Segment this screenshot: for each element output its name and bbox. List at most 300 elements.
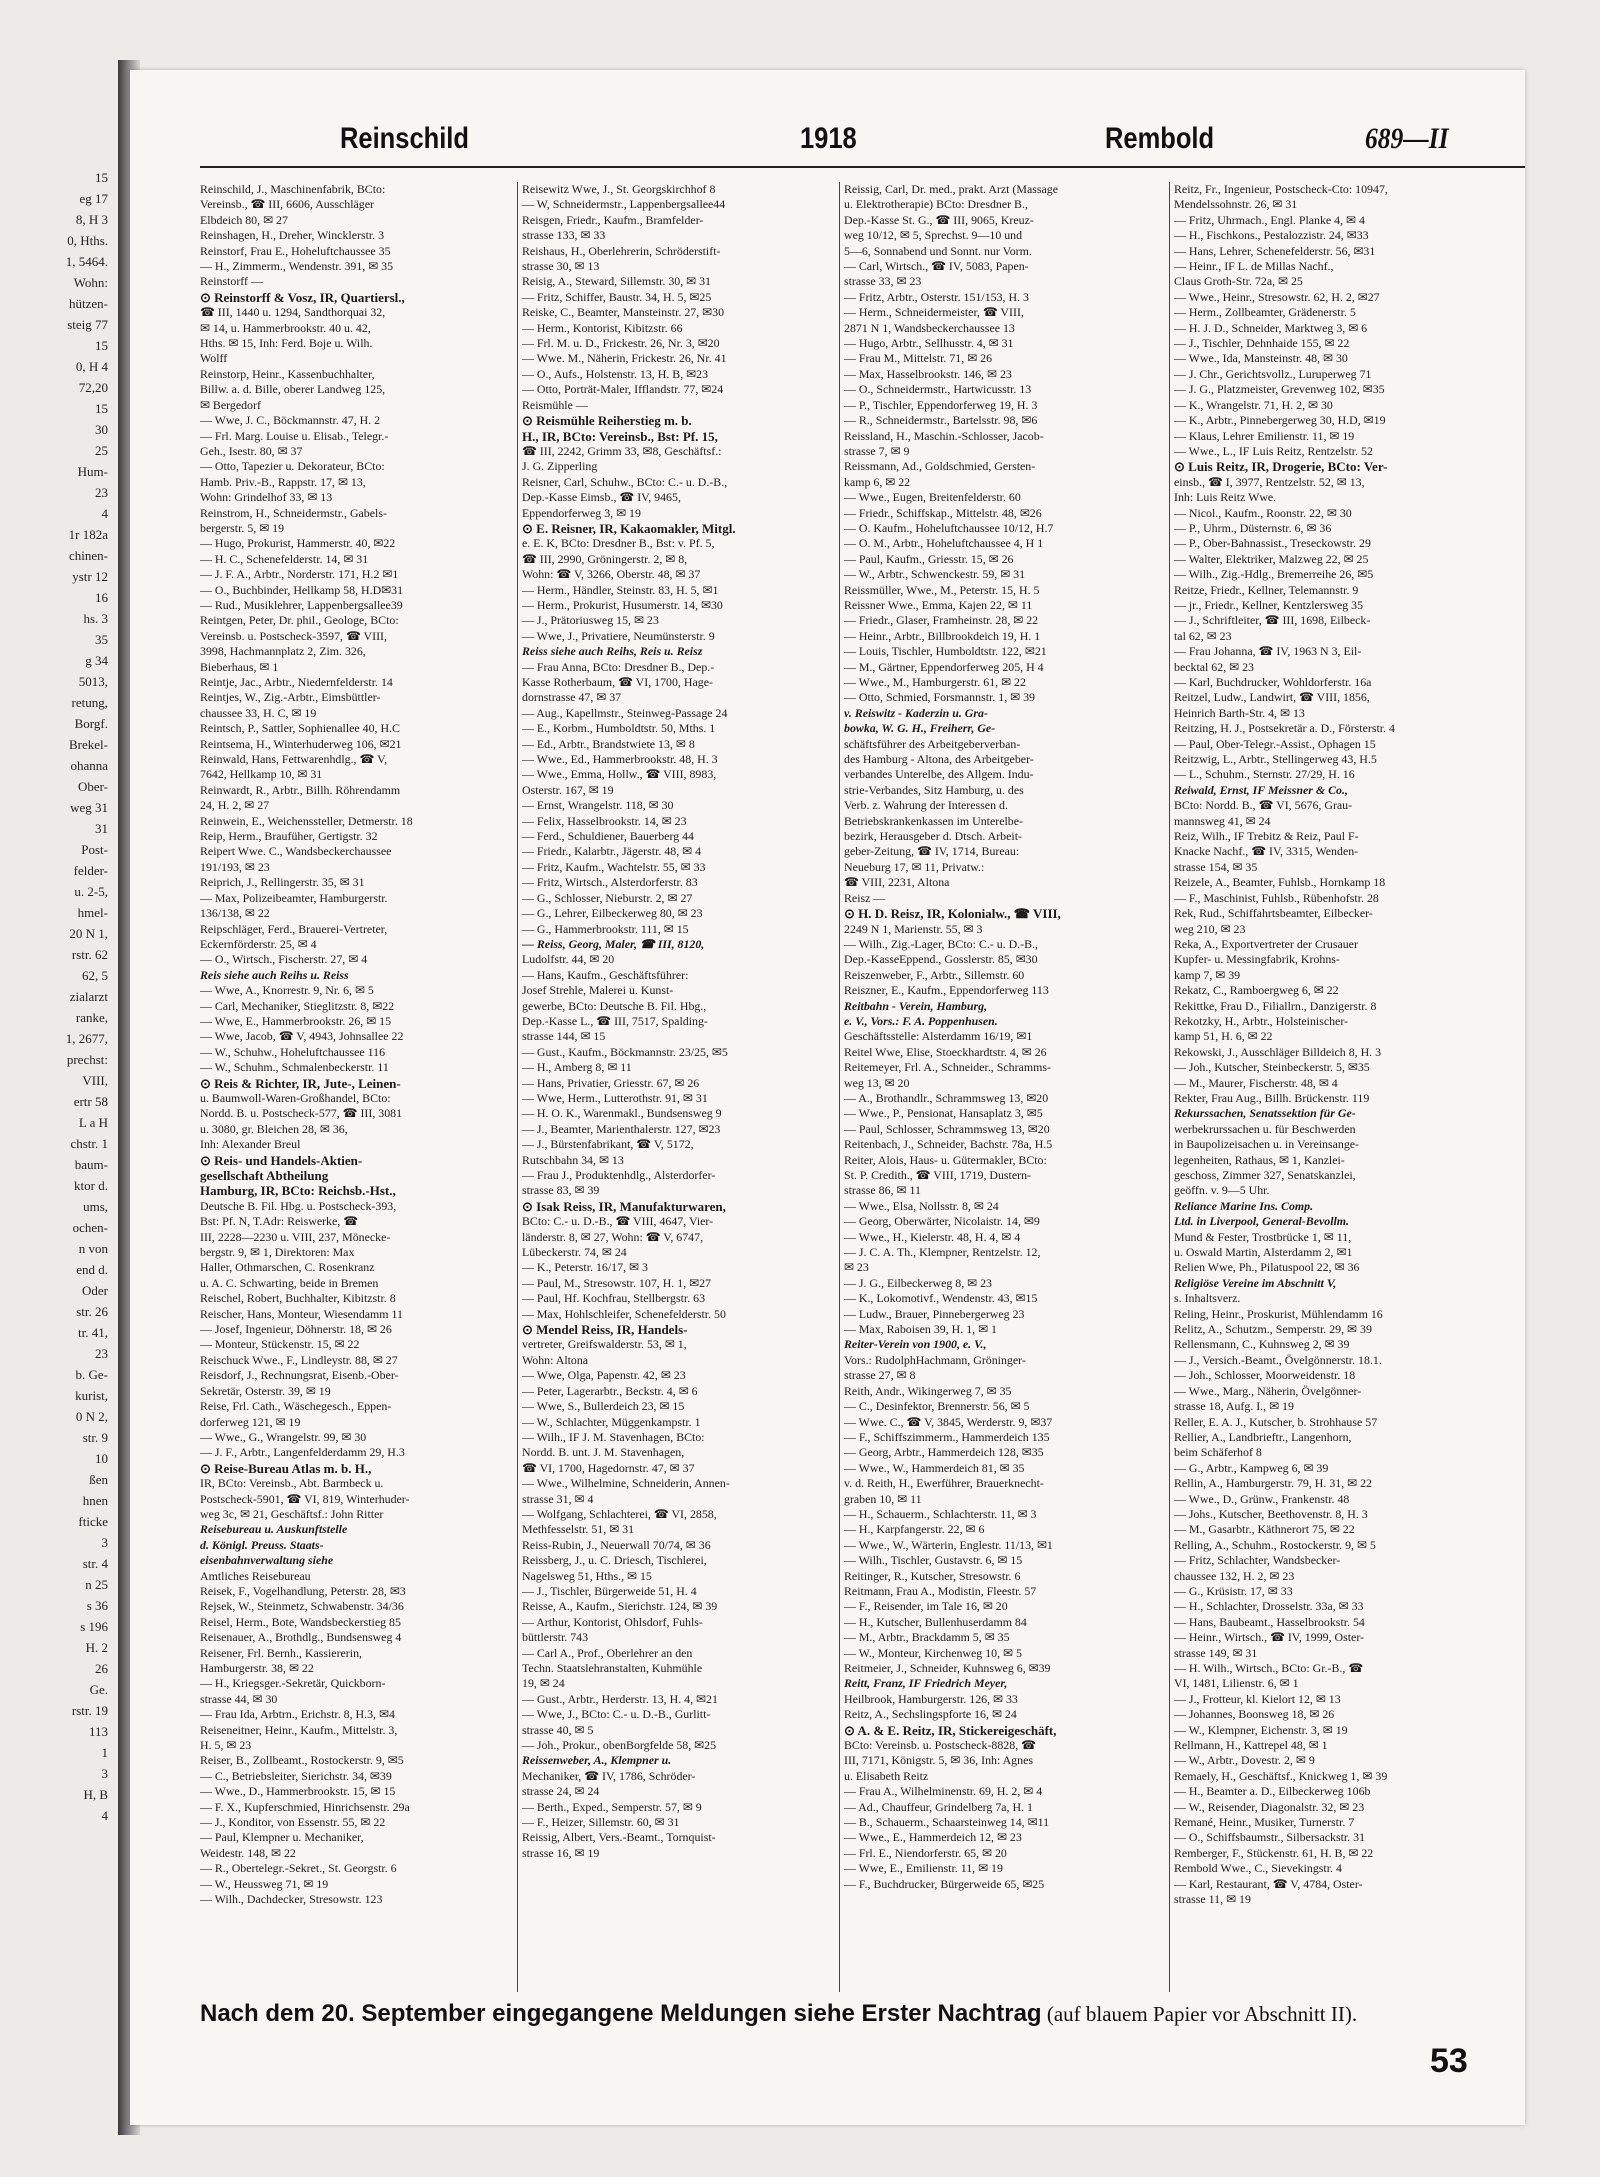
directory-entry: — Carl A., Prof., Oberlehrer an den xyxy=(522,1645,693,1660)
edge-fragment: s 36 xyxy=(86,1598,108,1613)
directory-entry: Sekretär, Osterstr. 39, ✉ 19 xyxy=(200,1383,331,1398)
directory-entry: — Frau Johanna, ☎ IV, 1963 N 3, Eil- xyxy=(1174,644,1362,659)
edge-fragment: hmel- xyxy=(77,905,108,920)
directory-entry: — Ad., Chauffeur, Grindelberg 7a, H. 1 xyxy=(844,1799,1033,1814)
directory-entry: — jr., Friedr., Kellner, Kentzlersweg 35 xyxy=(1174,597,1364,612)
directory-entry: — O. Kaufm., Hoheluftchaussee 10/12, H.7 xyxy=(844,520,1054,535)
directory-entry: Eppendorferweg 3, ✉ 19 xyxy=(522,505,641,520)
directory-entry: Reischer, Hans, Monteur, Wiesendamm 11 xyxy=(200,1306,403,1321)
directory-entry: Reintgen, Peter, Dr. phil., Geologe, BCto: xyxy=(200,613,399,628)
directory-entry: Reisewitz Wwe, J., St. Georgskirchhof 8 xyxy=(522,182,716,196)
directory-entry: werbekrurssachen u. für Beschwerden xyxy=(1174,1121,1356,1136)
directory-entry: v. Reiswitz - Kaderzin u. Gra- xyxy=(844,705,988,720)
directory-entry: strasse 154, ✉ 35 xyxy=(1174,859,1258,874)
directory-entry: — Friedr., Schiffskap., Mittelstr. 48, ✉26 xyxy=(844,505,1042,520)
directory-entry: — Karl, Buchdrucker, Wohldorferstr. 16a xyxy=(1174,675,1372,689)
directory-entry: s. Inhaltsverz. xyxy=(1174,1291,1241,1306)
directory-entry: e. V., Vors.: F. A. Poppenhusen. xyxy=(844,1013,998,1028)
directory-entry: Reinwardt, R., Arbtr., Billh. Röhrendamm xyxy=(200,782,401,797)
directory-entry: — F., Heizer, Sillemstr. 60, ✉ 31 xyxy=(522,1815,680,1830)
directory-entry: — Paul, M., Stresowstr. 107, H. 1, ✉27 xyxy=(522,1275,711,1290)
directory-entry: — Hans, Privatier, Griesstr. 67, ✉ 26 xyxy=(522,1075,700,1090)
edge-fragment: 5013, xyxy=(78,674,108,689)
edge-fragment: baum- xyxy=(74,1157,108,1172)
directory-entry: weg 10/12, ✉ 5, Sprechst. 9—10 und xyxy=(844,228,1023,243)
directory-entry: büttlerstr. 743 xyxy=(522,1630,589,1645)
directory-entry: strasse 33, ✉ 23 xyxy=(844,274,922,289)
directory-entry: Rekatz, C., Ramboergweg 6, ✉ 22 xyxy=(1174,983,1339,998)
directory-entry: — Max, Polizeibeamter, Hamburgerstr. xyxy=(200,890,388,905)
directory-entry: Amtliches Reisebureau xyxy=(200,1568,311,1583)
directory-entry: ☎ III, 2242, Grimm 33, ✉8, Geschäftsf.: xyxy=(522,443,722,458)
directory-entry: bergstr. 9, ✉ 1, Direktoren: Max xyxy=(200,1245,355,1260)
directory-entry: — Fritz, Schlachter, Wandsbecker- xyxy=(1174,1553,1341,1568)
directory-entry: Reintjes, W., Zig.-Arbtr., Eimsbüttler- xyxy=(200,690,381,705)
directory-entry: Rekittke, Frau D., Filiallrn., Danzigerstr. 8 xyxy=(1174,998,1377,1013)
directory-entry: — Friedr., Kalarbtr., Jägerstr. 48, ✉ 4 xyxy=(522,844,702,859)
edge-fragment: 15 xyxy=(95,401,108,416)
directory-entry: — Wwe., W., Wärterin, Englestr. 11/13, ✉1 xyxy=(844,1537,1053,1552)
edge-fragment: Ober- xyxy=(77,779,108,794)
directory-entry: u. Baumwoll-Waren-Großhandel, BCto: xyxy=(200,1090,391,1105)
directory-entry: Reitenbach, J., Schneider, Bachstr. 78a, H.5 xyxy=(844,1137,1053,1152)
directory-entry: ⊙ Reinstorff & Vosz, IR, Quartiersl., xyxy=(200,289,405,305)
directory-entry: — J. F., Arbtr., Langenfelderdamm 29, H.3 xyxy=(200,1445,405,1460)
edge-fragment: VIII, xyxy=(82,1073,108,1088)
directory-entry: — Walter, Elektriker, Malzweg 22, ✉ 25 xyxy=(1174,551,1369,566)
directory-entry: Reinwald, Hans, Fettwarenhdlg., ☎ V, xyxy=(200,752,388,767)
directory-entry: — P., Uhrm., Düsternstr. 6, ✉ 36 xyxy=(1174,520,1332,535)
edge-fragment: hs. 3 xyxy=(83,611,108,626)
directory-entry: Rekotzky, H., Arbtr., Holsteinischer- xyxy=(1174,1013,1349,1028)
edge-fragment: 3 xyxy=(101,1766,108,1781)
directory-entry: Deutsche B. Fil. Hbg. u. Postscheck-393, xyxy=(200,1198,397,1213)
edge-fragment: eg 17 xyxy=(79,191,108,206)
directory-entry: — R., Obertelegr.-Sekret., St. Georgstr. 6 xyxy=(200,1861,397,1876)
directory-entry: — Frau J., Produktenhdlg., Alsterdorfer- xyxy=(522,1168,716,1182)
directory-entry: — Gust., Arbtr., Herderstr. 13, H. 4, ✉21 xyxy=(522,1691,718,1706)
directory-entry: ☎ VI, 1700, Hagedornstr. 47, ✉ 37 xyxy=(522,1460,695,1475)
directory-entry: Reiprich, J., Rellingerstr. 35, ✉ 31 xyxy=(200,875,365,890)
column-divider xyxy=(839,182,840,1992)
directory-entry: — Wwe., Emma, Hollw., ☎ VIII, 8983, xyxy=(522,767,717,782)
directory-entry: — Wwe., W., Hammerdeich 81, ✉ 35 xyxy=(844,1460,1025,1475)
directory-entry: — J., Bürstenfabrikant, ☎ V, 5172, xyxy=(522,1137,694,1152)
directory-entry: — H., Beamter a. D., Eilbeckerweg 106b xyxy=(1174,1784,1371,1799)
directory-entry: Knacke Nachf., ☎ IV, 3315, Wenden- xyxy=(1174,844,1359,859)
directory-entry: beim Schäferhof 8 xyxy=(1174,1445,1262,1460)
directory-entry: u. A. C. Schwarting, beide in Bremen xyxy=(200,1275,379,1290)
running-head-year: 1918 xyxy=(800,122,857,155)
edge-fragment: kurist, xyxy=(75,1388,108,1403)
directory-entry: Rellmann, H., Kattrepel 48, ✉ 1 xyxy=(1174,1738,1328,1753)
edge-fragment: steig 77 xyxy=(67,317,108,332)
directory-entry: Reinstrom, H., Schneidermstr., Gabels- xyxy=(200,505,387,520)
directory-entry: — Hans, Lehrer, Schenefelderstr. 56, ✉31 xyxy=(1174,243,1376,258)
directory-entry: — Arthur, Kontorist, Ohlsdorf, Fuhls- xyxy=(522,1614,703,1629)
directory-entry: — O., Wirtsch., Fischerstr. 27, ✉ 4 xyxy=(200,952,368,967)
edge-fragment: rstr. 19 xyxy=(71,1703,108,1718)
edge-fragment: 15 xyxy=(95,170,108,185)
directory-entry: Reinstorf, Frau E., Hoheluftchaussee 35 xyxy=(200,243,391,258)
directory-entry: — Wwe., Marg., Näherin, Övelgönner- xyxy=(1174,1383,1362,1398)
directory-entry: — Frl. Marg. Louise u. Elisab., Telegr.- xyxy=(200,428,389,443)
directory-entry: — Otto, Schmied, Forsmannstr. 1, ✉ 39 xyxy=(844,690,1035,705)
directory-entry: — Paul, Kaufm., Griesstr. 15, ✉ 26 xyxy=(844,551,1014,566)
directory-entry: — P., Ober-Bahnassist., Treseckowstr. 29 xyxy=(1174,536,1371,551)
directory-entry: kamp 6, ✉ 22 xyxy=(844,474,911,489)
directory-entry: — Frl. M. u. D., Frickestr. 26, Nr. 3, ✉20 xyxy=(522,336,720,351)
edge-fragment: u. 2-5, xyxy=(74,884,108,899)
directory-entry: — H., Kutscher, Bullenhuserdamm 84 xyxy=(844,1614,1027,1629)
directory-entry: Reip, Herm., Braufüher, Gertigstr. 32 xyxy=(200,829,378,844)
directory-entry: strasse 30, ✉ 13 xyxy=(522,259,600,274)
directory-entry: — M., Gasarbtr., Käthnerort 75, ✉ 22 xyxy=(1174,1522,1355,1537)
directory-entry: Rekowski, J., Ausschläger Billdeich 8, H. 3 xyxy=(1174,1044,1382,1059)
directory-entry: Ludolfstr. 44, ✉ 20 xyxy=(522,952,615,967)
directory-entry: Reisel, Herm., Bote, Wandsbeckerstieg 85 xyxy=(200,1614,401,1629)
directory-entry: — H., Schlachter, Drosselstr. 33a, ✉ 33 xyxy=(1174,1599,1364,1614)
directory-column-2 xyxy=(522,182,834,1992)
directory-entry: — Wwe, S., Bullerdeich 23, ✉ 15 xyxy=(522,1399,685,1414)
directory-entry: Reitz, Fr., Ingenieur, Postscheck-Cto: 10947, xyxy=(1174,182,1388,196)
edge-fragment: chinen- xyxy=(69,548,108,563)
directory-entry: — K., Peterstr. 16/17, ✉ 3 xyxy=(522,1260,648,1275)
directory-entry: Reise, Frl. Cath., Wäschegesch., Eppen- xyxy=(200,1399,392,1414)
directory-entry: — H., Karpfangerstr. 22, ✉ 6 xyxy=(844,1522,985,1537)
directory-entry: — Otto, Tapezier u. Dekorateur, BCto: xyxy=(200,459,385,474)
directory-entry: — Wwe., Ed., Hammerbrookstr. 48, H. 3 xyxy=(522,752,718,767)
directory-entry: schäftsführer des Arbeitgeberverban- xyxy=(844,736,1021,751)
directory-entry: Mund & Fester, Trostbrücke 1, ✉ 11, xyxy=(1174,1229,1352,1244)
directory-entry: — H. C., Schenefelderstr. 14, ✉ 31 xyxy=(200,551,369,566)
directory-entry: Vereinsb. u. Postscheck-3597, ☎ VIII, xyxy=(200,628,387,643)
directory-entry: Reiszenweber, F., Arbtr., Sillemstr. 60 xyxy=(844,967,1025,982)
directory-entry: Reis siehe auch Reihs u. Reiss xyxy=(200,967,349,982)
directory-entry: Religiöse Vereine im Abschnitt V, xyxy=(1174,1275,1337,1290)
directory-entry: — E., Korbm., Humboldtstr. 50, Mths. 1 xyxy=(522,721,716,736)
directory-entry: ☎ VIII, 2231, Altona xyxy=(844,875,950,890)
page-number: 53 xyxy=(1430,2042,1468,2080)
edge-fragment: retung, xyxy=(71,695,108,710)
directory-entry: St. P. Credith., ☎ VIII, 1719, Dustern- xyxy=(844,1168,1031,1182)
directory-entry: Reitzing, H. J., Postsekretär a. D., Försterstr. 4 xyxy=(1174,721,1395,736)
directory-entry: Dep.-Kasse St. G., ☎ III, 9065, Kreuz- xyxy=(844,212,1034,227)
directory-entry: — Frau M., Mittelstr. 71, ✉ 26 xyxy=(844,351,993,366)
directory-entry: ⊙ Reismühle Reiherstieg m. b. xyxy=(522,413,692,429)
directory-entry: — Ed., Arbtr., Brandstwiete 13, ✉ 8 xyxy=(522,736,695,751)
directory-entry: Betriebskrankenkassen im Unterelbe- xyxy=(844,813,1023,828)
edge-fragment: 1r 182a xyxy=(68,527,108,542)
directory-entry: ✉ Bergedorf xyxy=(200,397,261,412)
directory-entry: — H., Fischkons., Pestalozzistr. 24, ✉33 xyxy=(1174,228,1369,243)
directory-entry: 3998, Hachmannplatz 2, Zim. 326, xyxy=(200,644,366,659)
directory-entry: chaussee 132, H. 2, ✉ 23 xyxy=(1174,1568,1295,1583)
directory-entry: u. Elisabeth Reitz xyxy=(844,1768,929,1783)
directory-entry: vertreter, Greifswalderstr. 53, ✉ 1, xyxy=(522,1337,687,1352)
edge-fragment: ystr 12 xyxy=(72,569,108,584)
directory-entry: IR, BCto: Vereinsb., Abt. Barmbeck u. xyxy=(200,1476,384,1491)
directory-entry: Reissland, H., Maschin.-Schlosser, Jacob- xyxy=(844,428,1044,443)
directory-entry: — Josef, Ingenieur, Döhnerstr. 18, ✉ 26 xyxy=(200,1322,392,1337)
directory-column-4 xyxy=(1174,182,1504,1992)
directory-entry: — Monteur, Stückenstr. 15, ✉ 22 xyxy=(200,1337,360,1352)
directory-entry: Bieberhaus, ✉ 1 xyxy=(200,659,279,674)
directory-entry: — J. G., Platzmeister, Grevenweg 102, ✉35 xyxy=(1174,382,1385,397)
directory-entry: — Ferd., Schuldiener, Bauerberg 44 xyxy=(522,829,695,844)
directory-entry: Hths. ✉ 15, Inh: Ferd. Boje u. Wilh. xyxy=(200,336,373,351)
directory-entry: — Friedr., Glaser, Framheinstr. 28, ✉ 22 xyxy=(844,613,1039,628)
directory-entry: — F., Maschinist, Fuhlsb., Rübenhofstr. 28 xyxy=(1174,890,1379,905)
directory-entry: Hamburg, IR, BCto: Reichsb.-Hst., xyxy=(200,1183,396,1199)
directory-entry: strasse 133, ✉ 33 xyxy=(522,228,606,243)
edge-fragment: 30 xyxy=(95,422,108,437)
directory-entry: Nagelsweg 51, Hths., ✉ 15 xyxy=(522,1568,652,1583)
directory-entry: Wohn: Altona xyxy=(522,1352,589,1367)
edge-fragment: 113 xyxy=(88,1724,108,1739)
directory-entry: — Fritz, Kaufm., Wachtelstr. 55, ✉ 33 xyxy=(522,859,706,874)
directory-entry: ⊙ Mendel Reiss, IR, Handels- xyxy=(522,1322,688,1338)
directory-entry: bezirk, Herausgeber d. Dtsch. Arbeit- xyxy=(844,829,1022,844)
directory-entry: Reissig, Albert, Vers.-Beamt., Tornquist- xyxy=(522,1830,716,1845)
directory-entry: — C., Desinfektor, Brennerstr. 56, ✉ 5 xyxy=(844,1399,1030,1414)
directory-entry: Hamburgerstr. 38, ✉ 22 xyxy=(200,1661,314,1675)
directory-entry: Vors.: RudolphHachmann, Gröninger- xyxy=(844,1352,1026,1367)
directory-entry: — Herm., Kontorist, Kibitzstr. 66 xyxy=(522,320,683,335)
directory-entry: u. 3080, gr. Bleichen 28, ✉ 36, xyxy=(200,1121,348,1136)
edge-fragment: 0, H 4 xyxy=(75,359,108,374)
directory-entry: — Wwe., H., Kielerstr. 48, H. 4, ✉ 4 xyxy=(844,1229,1021,1244)
directory-entry: strasse 40, ✉ 5 xyxy=(522,1722,594,1737)
directory-entry: Reitemeyer, Frl. A., Schneider., Schramms- xyxy=(844,1060,1051,1075)
directory-entry: — Max, Hasselbrookstr. 146, ✉ 23 xyxy=(844,366,1012,381)
directory-entry: Dep.-Kasse L., ☎ III, 7517, Spalding- xyxy=(522,1013,708,1028)
directory-entry: bowka, W. G. H., Freiherr, Ge- xyxy=(844,721,996,736)
directory-entry: — Wwe., E., Hammerdeich 12, ✉ 23 xyxy=(844,1830,1022,1845)
directory-entry: — L., Schuhm., Sternstr. 27/29, H. 16 xyxy=(1174,767,1355,782)
directory-entry: 2871 N 1, Wandsbeckerchaussee 13 xyxy=(844,320,1015,335)
directory-entry: Reisdorf, J., Rechnungsrat, Eisenb.-Ober- xyxy=(200,1368,399,1383)
edge-fragment: ums, xyxy=(83,1199,108,1214)
directory-entry: kamp 51, H. 6, ✉ 22 xyxy=(1174,1029,1273,1044)
directory-entry: — Wilh., Tischler, Gustavstr. 6, ✉ 15 xyxy=(844,1553,1023,1568)
directory-entry: Reiseneitner, Heinr., Kaufm., Mittelstr. 3, xyxy=(200,1722,398,1737)
edge-fragment: hützen- xyxy=(69,296,108,311)
directory-entry: graben 10, ✉ 11 xyxy=(844,1491,922,1506)
directory-entry: Reintsema, H., Winterhuderweg 106, ✉21 xyxy=(200,736,402,751)
directory-entry: — J., Versich.-Beamt., Övelgönnerstr. 18.1. xyxy=(1174,1352,1382,1367)
directory-entry: Reissberg, J., u. C. Driesch, Tischlerei, xyxy=(522,1553,707,1568)
directory-entry: kamp 7, ✉ 39 xyxy=(1174,967,1241,982)
directory-entry: BCto: Nordd. B., ☎ VI, 5676, Grau- xyxy=(1174,798,1353,813)
directory-entry: — Wwe., Wilhelmine, Schneiderin, Annen- xyxy=(522,1476,730,1491)
directory-entry: Reitbahn - Verein, Hamburg, xyxy=(844,998,988,1013)
directory-entry: Eckernförderstr. 25, ✉ 4 xyxy=(200,936,317,951)
edge-fragment: 23 xyxy=(95,485,108,500)
directory-entry: H., IR, BCto: Vereinsb., Bst: Pf. 15, xyxy=(522,428,718,444)
directory-entry: — F. X., Kupferschmied, Hinrichsenstr. 29a xyxy=(200,1799,410,1814)
directory-entry: — W., Schuhm., Schmalenbeckerstr. 11 xyxy=(200,1060,389,1075)
directory-entry: u. Elektrotherapie) BCto: Dresdner B., xyxy=(844,197,1028,212)
directory-entry: Reipert Wwe. C., Wandsbeckerchaussee xyxy=(200,844,392,859)
directory-entry: — Peter, Lagerarbtr., Beckstr. 4, ✉ 6 xyxy=(522,1383,698,1398)
edge-fragment: n von xyxy=(78,1241,108,1256)
edge-fragment: 35 xyxy=(95,632,108,647)
directory-entry: — Wwe. C., ☎ V, 3845, Werderstr. 9, ✉37 xyxy=(844,1414,1053,1429)
edge-fragment: 62, 5 xyxy=(82,968,108,983)
directory-entry: — Wwe, A., Knorrestr. 9, Nr. 6, ✉ 5 xyxy=(200,983,374,998)
directory-entry: Methfesselstr. 51, ✉ 31 xyxy=(522,1522,635,1537)
directory-entry: — Paul, Schlosser, Schrammsweg 13, ✉20 xyxy=(844,1121,1050,1136)
directory-entry: — Frl. E., Niendorferstr. 65, ✉ 20 xyxy=(844,1845,1007,1860)
directory-entry: strasse 7, ✉ 9 xyxy=(844,443,910,458)
edge-fragment: 10 xyxy=(95,1451,108,1466)
directory-entry: — J., Konditor, von Essenstr. 55, ✉ 22 xyxy=(200,1815,386,1830)
directory-entry: — O. M., Arbtr., Hoheluftchaussee 4, H 1 xyxy=(844,536,1044,551)
directory-entry: — Herm., Prokurist, Husumerstr. 14, ✉30 xyxy=(522,597,723,612)
directory-entry: — Wwe, E., Emilienstr. 11, ✉ 19 xyxy=(844,1861,1003,1876)
directory-entry: Lübeckerstr. 74, ✉ 24 xyxy=(522,1245,627,1260)
directory-entry: Billw. a. d. Bille, oberer Landweg 125, xyxy=(200,382,386,397)
directory-entry: — J. C. A. Th., Klempner, Rentzelstr. 12, xyxy=(844,1245,1041,1260)
directory-entry: H. 5, ✉ 23 xyxy=(200,1738,252,1753)
directory-entry: — W., Arbtr., Dovestr. 2, ✉ 9 xyxy=(1174,1753,1315,1768)
directory-entry: — Herm., Händler, Steinstr. 83, H. 5, ✉1 xyxy=(522,582,719,597)
directory-entry: ⊙ E. Reisner, IR, Kakaomakler, Mitgl. xyxy=(522,520,736,536)
directory-entry: — Wwe, E., Hammerbrookstr. 26, ✉ 15 xyxy=(200,1013,392,1028)
directory-entry: — J., Frotteur, kl. Kielort 12, ✉ 13 xyxy=(1174,1691,1341,1706)
directory-entry: — R., Schneidermstr., Bartelsstr. 98, ✉6 xyxy=(844,413,1038,428)
directory-entry: Reinstorp, Heinr., Kassenbuchhalter, xyxy=(200,366,375,381)
directory-entry: — W., Arbtr., Schwenckestr. 59, ✉ 31 xyxy=(844,567,1026,582)
edge-fragment: 72,20 xyxy=(78,380,108,395)
directory-entry: — Carl, Mechaniker, Stieglitzstr. 8, ✉22 xyxy=(200,998,395,1013)
directory-entry: — M., Arbtr., Brackdamm 5, ✉ 35 xyxy=(844,1630,1010,1645)
edge-fragment: Ge. xyxy=(89,1682,108,1697)
directory-entry: Relien Wwe, Ph., Pilatuspool 22, ✉ 36 xyxy=(1174,1260,1360,1275)
directory-entry: ⊙ H. D. Reisz, IR, Kolonialw., ☎ VIII, xyxy=(844,906,1061,922)
directory-entry: — W., Klempner, Eichenstr. 3, ✉ 19 xyxy=(1174,1722,1348,1737)
edge-fragment: Oder xyxy=(82,1283,108,1298)
directory-entry: — Berth., Exped., Semperstr. 57, ✉ 9 xyxy=(522,1799,702,1814)
directory-entry: — Joh., Schlosser, Moorweidenstr. 18 xyxy=(1174,1368,1356,1383)
directory-entry: Reinshagen, H., Dreher, Wincklerstr. 3 xyxy=(200,228,385,243)
directory-entry: BCto: Vereinsb. u. Postscheck-8828, ☎ xyxy=(844,1738,1036,1753)
directory-column-1 xyxy=(200,182,512,1992)
directory-entry: Reissner Wwe., Emma, Kajen 22, ✉ 11 xyxy=(844,597,1033,612)
directory-entry: — Fritz, Wirtsch., Alsterdorferstr. 83 xyxy=(522,875,698,890)
edge-fragment: 16 xyxy=(95,590,108,605)
directory-entry: Reisgen, Friedr., Kaufm., Bramfelder- xyxy=(522,212,704,227)
directory-entry: — Max, Hohlschleifer, Schenefelderstr. 50 xyxy=(522,1306,726,1321)
directory-entry: — Frau Anna, BCto: Dresdner B., Dep.- xyxy=(522,659,715,674)
edge-fragment: n 25 xyxy=(85,1577,108,1592)
directory-entry: — Paul, Klempner u. Mechaniker, xyxy=(200,1830,364,1845)
directory-entry: J. G. Zipperling xyxy=(522,459,598,474)
directory-entry: — C., Betriebsleiter, Sierichstr. 34, ✉39 xyxy=(200,1768,392,1783)
directory-entry: Elbdeich 80, ✉ 27 xyxy=(200,212,288,227)
directory-entry: Reitzel, Ludw., Landwirt, ☎ VIII, 1856, xyxy=(1174,690,1370,705)
directory-entry: — O., Schiffsbaumstr., Silbersackstr. 31 xyxy=(1174,1830,1366,1845)
directory-entry: — J., Tischler, Dehnhaide 155, ✉ 22 xyxy=(1174,336,1350,351)
directory-entry: — J., Schriftleiter, ☎ III, 1698, Eilbeck- xyxy=(1174,613,1371,628)
directory-entry: Mechaniker, ☎ IV, 1786, Schröder- xyxy=(522,1768,696,1783)
edge-fragment: 0, Hths. xyxy=(67,233,108,248)
directory-entry: — Johs., Kutscher, Beethovenstr. 8, H. 3 xyxy=(1174,1506,1368,1521)
running-head-page-ref: 689—II xyxy=(1365,122,1449,155)
directory-entry: Reitz, A., Sechslingspforte 16, ✉ 24 xyxy=(844,1707,1017,1722)
directory-entry: gesellschaft Abtheilung xyxy=(200,1168,329,1183)
directory-entry: — Wwe, J. C., Böckmannstr. 47, H. 2 xyxy=(200,413,381,428)
supplement-notice-bold: Nach dem 20. September eingegangene Meldungen siehe Erster Nachtrag xyxy=(200,2000,1042,2027)
directory-entry: — Felix, Hasselbrookstr. 14, ✉ 23 xyxy=(522,813,687,828)
directory-entry: — W, Schneidermstr., Lappenbergsallee44 xyxy=(522,197,726,212)
directory-entry: — H., Zimmerm., Wendenstr. 391, ✉ 35 xyxy=(200,259,394,274)
directory-entry: d. Königl. Preuss. Staats- xyxy=(200,1537,324,1552)
directory-entry: Reipschläger, Ferd., Brauerei-Vertreter, xyxy=(200,921,388,936)
directory-entry: Reiter-Verein von 1900, e. V., xyxy=(844,1337,987,1352)
directory-entry: Reitinger, R., Kutscher, Stresowstr. 6 xyxy=(844,1568,1021,1583)
directory-entry: — Frau A., Wilhelminenstr. 69, H. 2, ✉ 4 xyxy=(844,1784,1043,1799)
edge-fragment: prechst: xyxy=(66,1052,108,1067)
directory-entry: — Wwe, Herm., Lutterothstr. 91, ✉ 31 xyxy=(522,1090,708,1105)
directory-entry: — Fritz, Schiffer, Baustr. 34, H. 5, ✉25 xyxy=(522,289,712,304)
directory-entry: becktal 62, ✉ 23 xyxy=(1174,659,1254,674)
directory-entry: — F., Schiffszimmerm., Hammerdeich 135 xyxy=(844,1429,1050,1444)
directory-entry: Hamb. Priv.-B., Rappstr. 17, ✉ 13, xyxy=(200,474,366,489)
directory-entry: chaussee 33, H. C, ✉ 19 xyxy=(200,705,317,720)
directory-entry: — Heinr., Arbtr., Billbrookdeich 19, H. 1 xyxy=(844,628,1041,643)
directory-entry: — J. Chr., Gerichtsvollz., Luruperweg 71 xyxy=(1174,366,1372,381)
directory-entry: — Fritz, Arbtr., Osterstr. 151/153, H. 3 xyxy=(844,289,1029,304)
edge-fragment: Wohn: xyxy=(73,275,108,290)
edge-fragment: 1, 5464. xyxy=(65,254,108,269)
directory-entry: ⊙ Reis- und Handels-Aktien- xyxy=(200,1152,363,1168)
edge-fragment: H. 2 xyxy=(85,1640,108,1655)
directory-entry: Techn. Staatslehranstalten, Kuhmühle xyxy=(522,1661,703,1675)
directory-entry: weg 210, ✉ 23 xyxy=(1174,921,1246,936)
directory-entry: v. d. Reith, H., Ewerführer, Brauerknecht- xyxy=(844,1476,1044,1491)
directory-entry: — Joh., Kutscher, Steinbeckerstr. 5, ✉35 xyxy=(1174,1060,1370,1075)
directory-entry: — Wwe., L., IF Luis Reitz, Rentzelstr. 52 xyxy=(1174,443,1373,458)
edge-fragment: felder- xyxy=(73,863,108,878)
directory-entry: Reishaus, H., Oberlehrerin, Schröderstift- xyxy=(522,243,721,258)
directory-entry: — W., Heussweg 71, ✉ 19 xyxy=(200,1876,329,1891)
directory-entry: ☎ III, 2990, Gröningerstr. 2, ✉ 8, xyxy=(522,551,688,566)
directory-entry: — J., Prätoriusweg 15, ✉ 23 xyxy=(522,613,659,628)
directory-entry: Reizele, A., Beamter, Fuhlsb., Hornkamp 18 xyxy=(1174,875,1386,890)
directory-entry: Reisek, F., Vogelhandlung, Peterstr. 28, ✉3 xyxy=(200,1583,406,1598)
edge-fragment: 1 xyxy=(101,1745,108,1760)
directory-entry: Reiser, B., Zollbeamt., Rostockerstr. 9, ✉5 xyxy=(200,1753,404,1768)
directory-entry: strasse 24, ✉ 24 xyxy=(522,1784,600,1799)
directory-entry: ⊙ A. & E. Reitz, IR, Stickereigeschäft, xyxy=(844,1722,1057,1738)
directory-entry: strasse 44, ✉ 30 xyxy=(200,1691,278,1706)
directory-entry: Remané, Heinr., Musiker, Turnerstr. 7 xyxy=(1174,1815,1355,1830)
running-head-right-word: Rembold xyxy=(1105,122,1215,155)
edge-fragment: ohanna xyxy=(70,758,108,773)
directory-entry: — J., Tischler, Bürgerweide 51, H. 4 xyxy=(522,1583,697,1598)
directory-entry: — Wwe., Eugen, Breitenfelderstr. 60 xyxy=(844,490,1021,505)
edge-fragment: 0 N 2, xyxy=(75,1409,108,1424)
edge-fragment: g 34 xyxy=(85,653,108,668)
directory-entry: — F., Buchdrucker, Bürgerweide 65, ✉25 xyxy=(844,1876,1045,1891)
edge-fragment: 4 xyxy=(101,506,108,521)
directory-entry: Rellensmann, C., Kuhnsweg 2, ✉ 39 xyxy=(1174,1337,1350,1352)
edge-fragment: Brekel- xyxy=(69,737,108,752)
directory-entry: strasse 16, ✉ 19 xyxy=(522,1845,600,1860)
directory-entry: — Karl, Restaurant, ☎ V, 4784, Oster- xyxy=(1174,1876,1363,1891)
